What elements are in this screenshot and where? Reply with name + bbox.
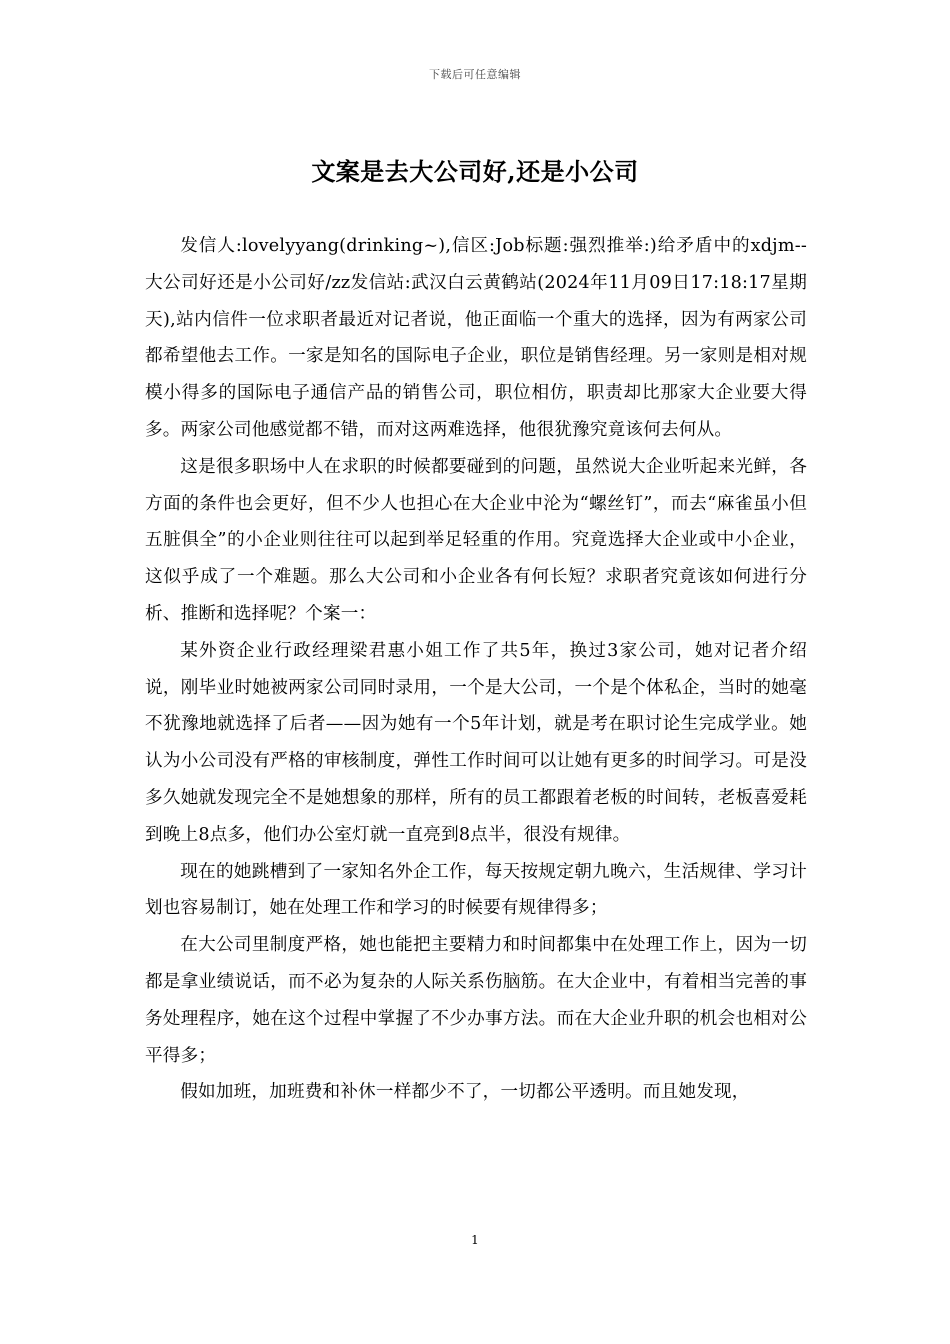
paragraph: 在大公司里制度严格，她也能把主要精力和时间都集中在处理工作上，因为一切都是拿业绩说话，而不必为复杂的人际关系伤脑筋。在大企业中，有着相当完善的事务处理程序，她在这个过程中掌握了不少办事方法。而在大企业升职的机会也相对公平得多； — [145, 935, 807, 1066]
paragraph: 现在的她跳槽到了一家知名外企工作，每天按规定朝九晚六，生活规律、学习计划也容易制订，她在处理工作和学习的时候要有规律得多； — [145, 861, 807, 919]
paragraph: 某外资企业行政经理梁君惠小姐工作了共5年，换过3家公司，她对记者介绍说，刚毕业时她被两家公司同时录用，一个是大公司，一个是个体私企，当时的她毫不犹豫地就选择了后者——因为她有一个5年计划，就是考在职讨论生完成学业。她认为小公司没有严格的审核制度，弹性工作时间可以让她有更多的时间学习。可是没多久她就发现完全不是她想象的那样，所有的员工都跟着老板的时间转，老板喜爱耗到晚上8点多，他们办公室灯就一直亮到8点半，很没有规律。 — [145, 640, 807, 845]
paragraph: 假如加班，加班费和补休一样都少不了，一切都公平透明。而且她发现， — [180, 1082, 750, 1103]
document-body — [145, 228, 807, 1111]
page-number: 1 — [471, 1233, 479, 1247]
document-title: 文案是去大公司好,还是小公司 — [311, 157, 639, 186]
page-header-note: 下载后可任意编辑 — [429, 68, 521, 81]
paragraph: 发信人:lovelyyang(drinking~),信区:Job标题:强烈推举:)给矛盾中的xdjm--大公司好还是小公司好/zz发信站:武汉白云黄鹤站(2024年11月09日17:18:17星期天),站内信件一位求职者最近对记者说，他正面临一个重大的选择，因为有两家公司都希望他去工作。一家是知名的国际电子企业，职位是销售经理。另一家则是相对规模小得多的国际电子通信产品的销售公司，职位相仿，职责却比那家大企业要大得多。两家公司他感觉都不错，而对这两难选择，他很犹豫究竟该何去何从。 — [145, 236, 807, 440]
paragraph: 这是很多职场中人在求职的时候都要碰到的问题，虽然说大企业听起来光鲜，各方面的条件也会更好，但不少人也担心在大企业中沦为“螺丝钉”，而去“麻雀虽小但五脏俱全”的小企业则往往可以起到举足轻重的作用。究竟选择大企业或中小企业，这似乎成了一个难题。那么大公司和小企业各有何长短？求职者究竟该如何进行分析、推断和选择呢？个案一： — [145, 456, 807, 624]
